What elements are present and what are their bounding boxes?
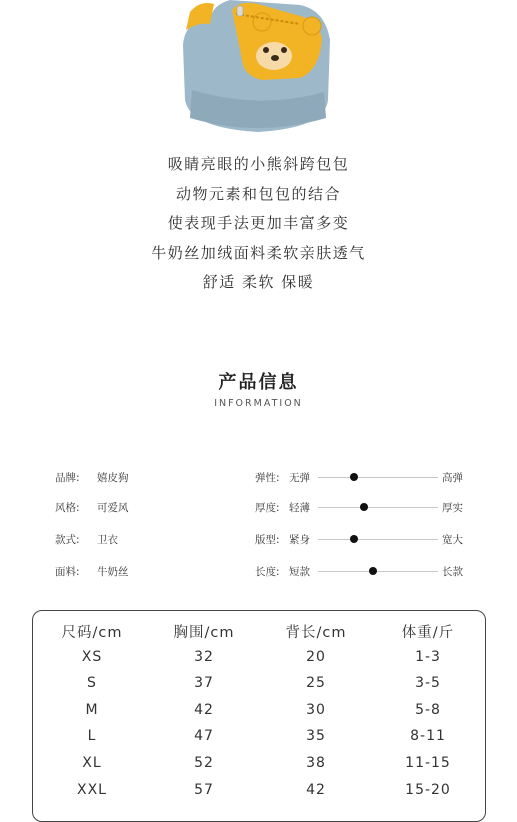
table-header: 体重/斤 xyxy=(401,625,455,641)
scale-track xyxy=(318,507,438,508)
attr-value: 嬉皮狗 xyxy=(97,472,129,484)
table-cell: 47 xyxy=(194,728,214,744)
scale-key: 厚度: xyxy=(255,502,280,514)
table-cell: 37 xyxy=(194,675,214,691)
scale-low-label: 轻薄 xyxy=(289,502,310,514)
attr-key: 款式: xyxy=(55,534,80,546)
scale-track xyxy=(318,571,438,572)
table-cell: M xyxy=(85,702,99,718)
table-cell: 3-5 xyxy=(415,675,441,691)
table-cell: 25 xyxy=(306,675,326,691)
attr-brand xyxy=(55,470,129,485)
table-cell: 20 xyxy=(306,649,326,665)
table-cell: 5-8 xyxy=(415,702,441,718)
info-title: 产品信息 xyxy=(218,372,299,393)
size-table xyxy=(32,610,486,822)
scale-key: 弹性: xyxy=(255,472,280,484)
scale-high-label: 长款 xyxy=(442,566,463,578)
table-cell: 30 xyxy=(306,702,326,718)
table-cell: 35 xyxy=(306,728,326,744)
table-cell: 42 xyxy=(306,782,326,798)
table-cell: L xyxy=(87,728,97,744)
table-cell: S xyxy=(87,675,97,691)
table-header: 胸围/cm xyxy=(173,625,235,641)
table-cell: 57 xyxy=(194,782,214,798)
copy-line: 舒适 柔软 保暖 xyxy=(202,273,315,291)
table-cell: 42 xyxy=(194,702,214,718)
copy-line: 动物元素和包包的结合 xyxy=(175,184,341,203)
table-cell: XL xyxy=(82,755,102,771)
copy-line: 牛奶丝加绒面料柔软亲肤透气 xyxy=(151,243,366,262)
scale-thickness xyxy=(255,500,475,514)
scale-key: 长度: xyxy=(255,566,280,578)
attr-value: 可爱风 xyxy=(97,502,129,514)
attr-key: 品牌: xyxy=(55,472,80,484)
marketing-copy xyxy=(0,150,517,298)
table-header: 背长/cm xyxy=(285,625,347,641)
table-cell: 32 xyxy=(194,649,214,665)
product-photo xyxy=(0,0,517,140)
scale-low-label: 紧身 xyxy=(289,534,310,546)
scale-marker xyxy=(360,503,368,511)
scale-track xyxy=(318,477,438,478)
scale-high-label: 厚实 xyxy=(442,502,463,514)
table-cell: 11-15 xyxy=(405,755,451,771)
attr-key: 风格: xyxy=(55,502,80,514)
scale-marker xyxy=(369,567,377,575)
scale-marker xyxy=(350,473,358,481)
attr-value: 卫衣 xyxy=(97,534,118,546)
copy-line: 吸睛亮眼的小熊斜跨包包 xyxy=(167,155,350,173)
scale-track xyxy=(318,539,438,540)
scale-marker xyxy=(350,535,358,543)
table-cell: 8-11 xyxy=(410,728,446,744)
scale-high-label: 高弹 xyxy=(442,472,463,484)
scale-elasticity xyxy=(255,470,475,484)
attr-value: 牛奶丝 xyxy=(97,566,129,578)
table-cell: 38 xyxy=(306,755,326,771)
attr-fabric xyxy=(55,564,129,579)
attr-type xyxy=(55,532,118,547)
scale-low-label: 无弹 xyxy=(289,472,310,484)
table-cell: 15-20 xyxy=(405,782,451,798)
scale-key: 版型: xyxy=(255,534,280,546)
attr-key: 面料: xyxy=(55,566,80,578)
table-cell: 52 xyxy=(194,755,214,771)
attr-style xyxy=(55,500,129,515)
scale-low-label: 短款 xyxy=(289,566,310,578)
table-cell: 1-3 xyxy=(415,649,441,665)
scale-high-label: 宽大 xyxy=(442,534,463,546)
copy-line: 使表现手法更加丰富多变 xyxy=(167,214,350,232)
scale-fit xyxy=(255,532,475,546)
info-subtitle: INFORMATION xyxy=(214,398,303,409)
table-cell: XS xyxy=(81,649,103,665)
scale-length xyxy=(255,564,475,578)
table-cell: XXL xyxy=(77,782,107,798)
table-header: 尺码/cm xyxy=(61,625,123,641)
